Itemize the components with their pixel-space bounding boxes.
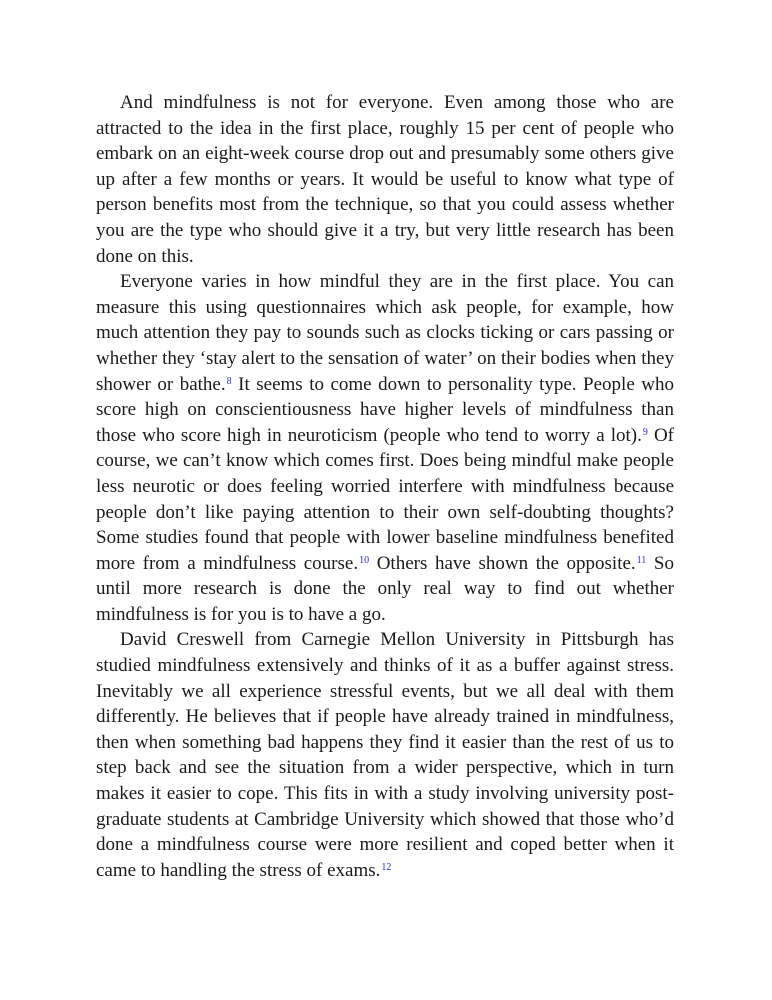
paragraph-text: Others have shown the opposite. [369, 552, 636, 574]
footnote-link[interactable]: 9 [642, 426, 648, 438]
paragraph [96, 627, 674, 883]
paragraph-text: David Creswell from Carnegie Mellon University in Pittsburgh has studied mindfulness extensively and thinks of it as a buffer against stress. Inevitably we all experience stressful events, but we all deal with them differently. He believes that if people have already trained in mindfulness, then when something bad happens they find it easier than the rest of us to step back and see the situation from a wider perspective, which in turn makes it easier to cope. This fits in with a study involving university post-graduate students at Cambridge University which showed that those who’d done a mindfulness course were more resilient and coped better when it came to handling the stress of exams. [96, 629, 674, 881]
book-page [96, 90, 674, 883]
footnote-link[interactable]: 11 [636, 554, 647, 566]
paragraph [96, 269, 674, 627]
paragraph-text: So until more research is done the only real way to find out whether mindfulness is for you is to have a go. [96, 552, 674, 625]
paragraph-text: Of course, we can’t know which comes first. Does being mindful make people less neurotic or does feeling worried interfere with mindfulness because people don’t like paying attention to their own self-doubting thoughts? Some studies found that people with lower baseline mindfulness benefited more from a mindfulness course. [96, 424, 674, 574]
paragraph-text: It seems to come down to personality type. People who score high on conscientiousness have higher levels of mindfulness than those who score high in neuroticism (people who tend to worry a lot). [96, 373, 674, 446]
footnote-link[interactable]: 8 [226, 375, 232, 387]
paragraph [96, 90, 674, 269]
footnote-link[interactable]: 12 [381, 861, 392, 873]
paragraph-text: Everyone varies in how mindful they are in the first place. You can measure this using questionnaires which ask people, for example, how much attention they pay to sounds such as clocks ticking or cars passing or whether they ‘stay alert to the sensation of water’ on their bodies when they shower or bathe. [96, 271, 674, 395]
footnote-link[interactable]: 10 [359, 554, 370, 566]
paragraph-text: And mindfulness is not for everyone. Even among those who are attracted to the idea in the first place, roughly 15 per cent of people who embark on an eight-week course drop out and presumably some others give up after a few months or years. It would be useful to know what type of person benefits most from the technique, so that you could assess whether you are the type who should give it a try, but very little research has been done on this. [96, 92, 674, 267]
